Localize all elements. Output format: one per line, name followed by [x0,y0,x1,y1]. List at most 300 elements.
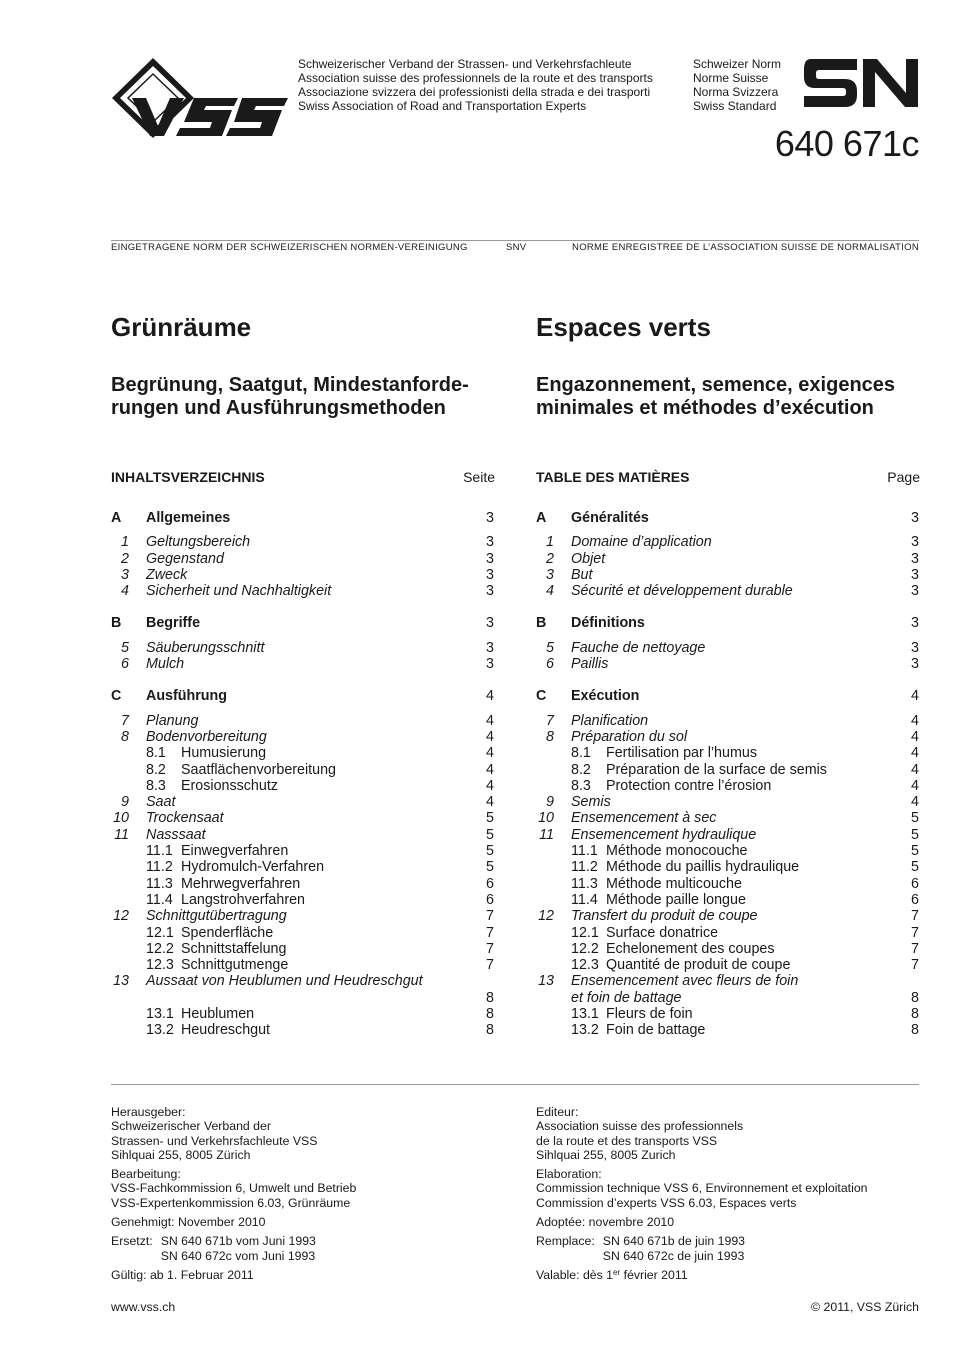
toc-section-row[interactable] [111,510,495,526]
association-name-it: Associazione svizzera dei professionisti della strada e dei trasporti [298,85,651,99]
publisher-label: Editeur: [536,1105,579,1119]
subitem-number: 11.4 [571,891,598,908]
item-number: 2 [121,550,129,567]
item-page: 4 [486,728,494,745]
item-number: 10 [113,810,129,827]
subitem-page: 6 [486,891,494,908]
subitem-title: Saatflächenvorbereitung [181,761,336,778]
replaced-norm: SN 640 671b de juin 1993 [602,1234,745,1249]
item-page: 3 [911,550,919,567]
subitem-title: Schnittstaffelung [181,940,287,957]
publisher-block [111,1105,511,1162]
toc-subitem-row[interactable] [536,1022,920,1038]
toc-subitem-row[interactable] [111,876,495,892]
toc-item-row-continued [536,990,920,1006]
item-title: Objet [571,550,606,567]
toc-item-row[interactable] [536,656,920,672]
toc-subitem-row[interactable] [111,1006,495,1022]
subtitle-line: rungen und Ausführungsmethoden [111,397,446,419]
toc-section-row[interactable] [111,615,495,631]
editing-block [111,1167,511,1210]
publisher-block [536,1105,936,1162]
toc-section-row[interactable] [536,615,920,631]
replaces-list [603,1234,745,1263]
toc-item-row[interactable] [111,810,495,826]
registration-snv: SNV [506,242,527,253]
section-gap [536,599,920,615]
item-title: Paillis [571,656,609,673]
section-title: Généralités [571,510,649,526]
norm-name-fr: Norme Suisse [693,71,769,85]
subitem-page: 4 [911,777,919,794]
section-page: 3 [486,615,494,632]
section-page: 3 [911,615,919,632]
toc-subitem-row[interactable] [536,1006,920,1022]
title-fr: Espaces verts [536,312,711,342]
section-page: 4 [911,688,919,705]
toc-section-row[interactable] [536,688,920,704]
item-number: 9 [121,794,129,811]
toc-item-row[interactable] [536,713,920,729]
publisher-line: de la route et des transports VSS [536,1133,718,1148]
toc-subitem-row[interactable] [111,762,495,778]
subitem-number: 8.3 [146,777,166,794]
section-gap [111,526,495,534]
editing-block [536,1167,936,1210]
subitem-title: Méthode du paillis hydraulique [606,859,800,876]
toc-item-row[interactable] [536,729,920,745]
title-de: Grünräume [111,312,252,342]
item-title: Semis [571,794,611,811]
subitem-page: 8 [911,1006,919,1023]
section-page: 3 [911,510,919,526]
toc-item-row[interactable] [111,729,495,745]
publisher-line: Strassen- und Verkehrsfachleute VSS [111,1133,318,1148]
subitem-number: 8.2 [571,761,591,778]
replaces-list [161,1234,316,1263]
subitem-number: 12.2 [146,940,174,957]
impressum-de [111,1105,511,1287]
item-page: 4 [911,728,919,745]
section-letter: B [536,615,547,632]
section-title: Exécution [571,688,640,705]
replaces-block [111,1234,511,1263]
item-title: Transfert du produit de coupe [571,908,758,925]
section-gap [111,672,495,688]
subitem-page: 5 [911,859,919,876]
item-title: Schnittgutübertragung [146,908,287,925]
item-page: 8 [911,989,919,1006]
toc-subitem-row[interactable] [536,941,920,957]
valid-from: Gültig: ab 1. Februar 2011 [111,1267,254,1282]
association-name-fr: Association suisse des professionnels de la route et des transports [298,71,653,85]
item-title: Préparation du sol [571,728,688,745]
section-gap [111,599,495,615]
subitem-page: 4 [486,745,494,762]
norm-type-names [693,57,781,113]
item-page: 8 [486,989,494,1006]
toc-item-row[interactable] [111,656,495,672]
publisher-line: Schweizerischer Verband der [111,1119,271,1134]
item-number: 7 [121,712,129,729]
toc-subitem-row[interactable] [536,957,920,973]
item-page: 5 [486,826,494,843]
subitem-title: Echelonement des coupes [606,940,775,957]
subitem-title: Protection contre l’érosion [606,777,772,794]
item-number: 11 [114,826,129,843]
subitem-number: 11.2 [571,859,598,876]
subtitle-line: Begrünung, Saatgut, Mindestanforde- [111,374,469,396]
toc-subitem-row[interactable] [111,892,495,908]
item-page: 3 [911,639,919,656]
toc-item-row[interactable] [536,551,920,567]
section-gap [536,526,920,534]
item-number: 1 [121,534,129,551]
item-number: 4 [121,583,129,600]
subitem-page: 7 [911,924,919,941]
item-number: 13 [113,973,129,990]
subitem-title: Fertilisation par l’humus [606,745,757,762]
editing-line: VSS-Expertenkommission 6.03, Grünräume [111,1195,351,1210]
approved-date: Adoptée: novembre 2010 [536,1215,675,1230]
item-number: 1 [546,534,554,551]
column-german [111,312,495,1039]
subitem-title: Préparation de la surface de semis [606,761,827,778]
publisher-address: Sihlquai 255, 8005 Zurich [536,1147,676,1162]
item-title: Trockensaat [146,810,224,827]
item-title: Planification [571,712,649,729]
subitem-number: 12.1 [571,924,599,941]
subitem-title: Schnittgutmenge [181,957,289,974]
toc-item-row[interactable] [536,827,920,843]
toc-page-label: Page [887,469,920,485]
subitem-number: 11.3 [146,875,173,892]
section-title: Begriffe [146,615,201,632]
column-french [536,312,920,1039]
item-page: 3 [486,566,494,583]
subitem-title: Einwegverfahren [181,843,289,860]
subitem-title: Spenderfläche [181,924,274,941]
item-page: 3 [911,566,919,583]
item-number: 6 [546,656,554,673]
section-title: Définitions [571,615,645,632]
subitem-number: 11.1 [571,843,598,860]
toc-subitem-row[interactable] [536,745,920,761]
subitem-number: 12.3 [571,957,599,974]
editing-line: Commission technique VSS 6, Environnement et exploitation [536,1181,868,1196]
toc-subitem-row[interactable] [111,745,495,761]
toc-item-row[interactable] [111,794,495,810]
subitem-page: 5 [486,859,494,876]
document-number: 640 671c [774,123,919,164]
toc-item-row[interactable] [111,567,495,583]
item-title: Ensemencement avec fleurs de foin [571,973,799,990]
section-letter: B [111,615,122,632]
subitem-number: 11.1 [146,843,173,860]
valid-prefix: Valable: dès 1 [536,1267,614,1282]
item-title: Ensemencement à sec [571,810,717,827]
item-number: 12 [538,908,554,925]
toc-item-row[interactable] [536,567,920,583]
item-title: Mulch [146,656,185,673]
subitem-page: 4 [911,761,919,778]
item-number: 6 [121,656,129,673]
item-title: Gegenstand [146,550,224,567]
toc-item-row-continued [111,990,495,1006]
toc-subitem-row[interactable] [536,925,920,941]
section-gap [536,672,920,688]
publisher-line: Association suisse des professionnels [536,1119,744,1134]
toc-header-de [111,469,495,487]
item-title: Sicherheit und Nachhaltigkeit [146,583,332,600]
toc-subitem-row[interactable] [536,876,920,892]
subitem-page: 7 [911,957,919,974]
item-number: 5 [121,639,129,656]
subitem-title: Quantité de produit de coupe [606,957,791,974]
replaced-norm: SN 640 672c de juin 1993 [602,1248,745,1263]
subitem-title: Méthode paille longue [606,891,746,908]
toc-item-row[interactable] [111,551,495,567]
toc-item-row[interactable] [111,534,495,550]
document-header [0,0,970,230]
editing-label: Bearbeitung: [111,1167,181,1182]
toc-item-row[interactable] [536,908,920,924]
website-link[interactable]: www.vss.ch [111,1300,176,1314]
subitem-number: 13.1 [571,1006,599,1023]
item-title: Säuberungsschnitt [146,639,265,656]
item-title: Zweck [146,566,188,583]
association-name-de: Schweizerischer Verband der Strassen- und Verkehrsfachleute [298,57,632,71]
registration-divider [111,240,919,241]
subitem-title: Fleurs de foin [606,1006,693,1023]
toc-subitem-row[interactable] [111,941,495,957]
item-page: 3 [911,656,919,673]
item-page: 7 [911,908,919,925]
subitem-number: 12.2 [571,940,599,957]
subitem-page: 7 [911,940,919,957]
valid-suffix: février 2011 [620,1267,688,1282]
item-number: 13 [538,973,554,990]
subitem-title: Surface donatrice [606,924,719,941]
section-gap [536,632,920,640]
item-title: Domaine d’application [571,534,712,551]
toc-subitem-row[interactable] [536,778,920,794]
subitem-page: 6 [911,891,919,908]
subitem-number: 8.1 [146,745,166,762]
norm-name-de: Schweizer Norm [693,57,782,71]
toc-subitem-row[interactable] [536,859,920,875]
subitem-page: 4 [486,777,494,794]
subitem-title: Foin de battage [606,1022,706,1039]
subitem-page: 5 [486,843,494,860]
publisher-label: Herausgeber: [111,1105,186,1119]
toc-subitem-row[interactable] [111,843,495,859]
toc-header-fr [536,469,920,487]
subitem-title: Hydromulch-Verfahren [181,859,325,876]
subitem-title: Mehrwegverfahren [181,875,301,892]
item-page: 3 [486,534,494,551]
item-title: But [571,566,593,583]
section-title: Allgemeines [146,510,231,526]
item-page: 3 [486,656,494,673]
subitem-page: 6 [911,875,919,892]
table-of-contents-de [111,510,495,1039]
subitem-page: 7 [486,924,494,941]
subitem-number: 13.2 [146,1022,174,1039]
toc-item-row[interactable] [536,794,920,810]
subitem-page: 8 [486,1006,494,1023]
subitem-page: 4 [911,745,919,762]
item-title-continued: et foin de battage [571,989,682,1006]
subitem-number: 11.3 [571,875,598,892]
subitem-title: Heudreschgut [181,1022,271,1039]
item-title: Bodenvorbereitung [146,728,267,745]
subitem-number: 11.2 [146,859,173,876]
section-gap [111,632,495,640]
item-number: 5 [546,639,554,656]
toc-label: TABLE DES MATIÈRES [536,469,690,485]
association-name-en: Swiss Association of Road and Transportation Experts [298,99,587,113]
item-number: 8 [121,728,129,745]
item-title: Geltungsbereich [146,534,251,551]
publisher-address: Sihlquai 255, 8005 Zürich [111,1147,251,1162]
item-number: 7 [546,712,554,729]
subtitle-line: Engazonnement, semence, exigences [536,374,896,396]
section-page: 3 [486,510,494,526]
section-title: Ausführung [146,688,227,705]
item-number: 12 [113,908,129,925]
item-title: Sécurité et développement durable [571,583,793,600]
item-page: 4 [486,712,494,729]
subitem-page: 7 [486,957,494,974]
section-gap [536,705,920,713]
replaces-block [536,1234,936,1263]
approved-date: Genehmigt: November 2010 [111,1215,266,1230]
section-letter: C [536,688,547,705]
copyright: © 2011, VSS Zürich [811,1300,919,1314]
subitem-page: 8 [486,1022,494,1039]
toc-section-row[interactable] [111,688,495,704]
item-page: 7 [486,908,494,925]
toc-item-row[interactable] [111,640,495,656]
subitem-number: 8.1 [571,745,591,762]
item-number: 3 [546,566,554,583]
section-letter: A [536,510,547,526]
replaced-norm: SN 640 672c vom Juni 1993 [160,1248,316,1263]
item-number: 4 [546,583,554,600]
item-page: 5 [911,810,919,827]
subitem-title: Méthode multicouche [606,875,742,892]
replaces-label: Ersetzt: [111,1234,153,1249]
item-page: 3 [486,583,494,600]
subitem-number: 13.1 [146,1006,174,1023]
item-page: 4 [911,794,919,811]
subitem-number: 13.2 [571,1022,599,1039]
subitem-number: 11.4 [146,891,173,908]
subitem-title: Langstrohverfahren [181,891,305,908]
item-page: 3 [911,534,919,551]
item-number: 8 [546,728,554,745]
subitem-page: 5 [911,843,919,860]
norm-name-en: Swiss Standard [693,99,777,113]
item-number: 3 [121,566,129,583]
valid-from [536,1268,936,1282]
subitem-number: 8.3 [571,777,591,794]
section-letter: C [111,688,122,705]
toc-item-row[interactable] [111,827,495,843]
sn-logo [803,57,919,109]
subitem-page: 7 [486,940,494,957]
subtitle-de [111,374,495,422]
item-page: 5 [486,810,494,827]
replaced-norm: SN 640 671b vom Juni 1993 [160,1234,316,1249]
toc-item-row[interactable] [111,973,495,989]
item-number: 10 [538,810,554,827]
toc-subitem-row[interactable] [111,778,495,794]
toc-section-row[interactable] [536,510,920,526]
subitem-title: Humusierung [181,745,267,762]
item-number: 2 [546,550,554,567]
toc-subitem-row[interactable] [111,1022,495,1038]
subitem-title: Erosionsschutz [181,777,278,794]
toc-subitem-row[interactable] [536,892,920,908]
registration-text-de: EINGETRAGENE NORM DER SCHWEIZERISCHEN NORMEN-VEREINIGUNG [111,242,468,253]
item-number: 9 [546,794,554,811]
replaces-label: Remplace: [536,1234,595,1249]
item-page: 5 [911,826,919,843]
item-page: 4 [486,794,494,811]
item-page: 3 [486,550,494,567]
item-page: 3 [486,639,494,656]
toc-item-row[interactable] [536,810,920,826]
toc-subitem-row[interactable] [536,843,920,859]
item-page: 3 [911,583,919,600]
valid-sup: er [613,1267,621,1277]
subitem-number: 12.3 [146,957,174,974]
toc-subitem-row[interactable] [111,859,495,875]
item-page: 4 [911,712,919,729]
section-gap [111,705,495,713]
toc-item-row[interactable] [536,973,920,989]
subitem-page: 4 [486,761,494,778]
footer-divider [111,1084,919,1085]
table-of-contents-fr [536,510,920,1039]
subitem-title: Méthode monocouche [606,843,748,860]
editing-line: VSS-Fachkommission 6, Umwelt und Betrieb [111,1181,357,1196]
toc-item-row[interactable] [111,713,495,729]
subtitle-line: minimales et méthodes d’exécution [536,397,874,419]
toc-item-row[interactable] [111,908,495,924]
subtitle-fr [536,374,920,422]
editing-line: Commission d’experts VSS 6.03, Espaces verts [536,1195,797,1210]
toc-item-row[interactable] [111,583,495,599]
toc-item-row[interactable] [536,640,920,656]
toc-label: INHALTSVERZEICHNIS [111,469,265,485]
toc-item-row[interactable] [536,534,920,550]
section-page: 4 [486,688,494,705]
impressum-fr [536,1105,936,1287]
item-title: Nasssaat [146,826,206,843]
subitem-page: 8 [911,1022,919,1039]
subitem-number: 8.2 [146,761,166,778]
toc-subitem-row[interactable] [111,957,495,973]
subitem-page: 6 [486,875,494,892]
item-title: Aussaat von Heublumen und Heudreschgut [146,973,423,990]
toc-subitem-row[interactable] [536,762,920,778]
toc-item-row[interactable] [536,583,920,599]
toc-subitem-row[interactable] [111,925,495,941]
item-title: Fauche de nettoyage [571,639,706,656]
